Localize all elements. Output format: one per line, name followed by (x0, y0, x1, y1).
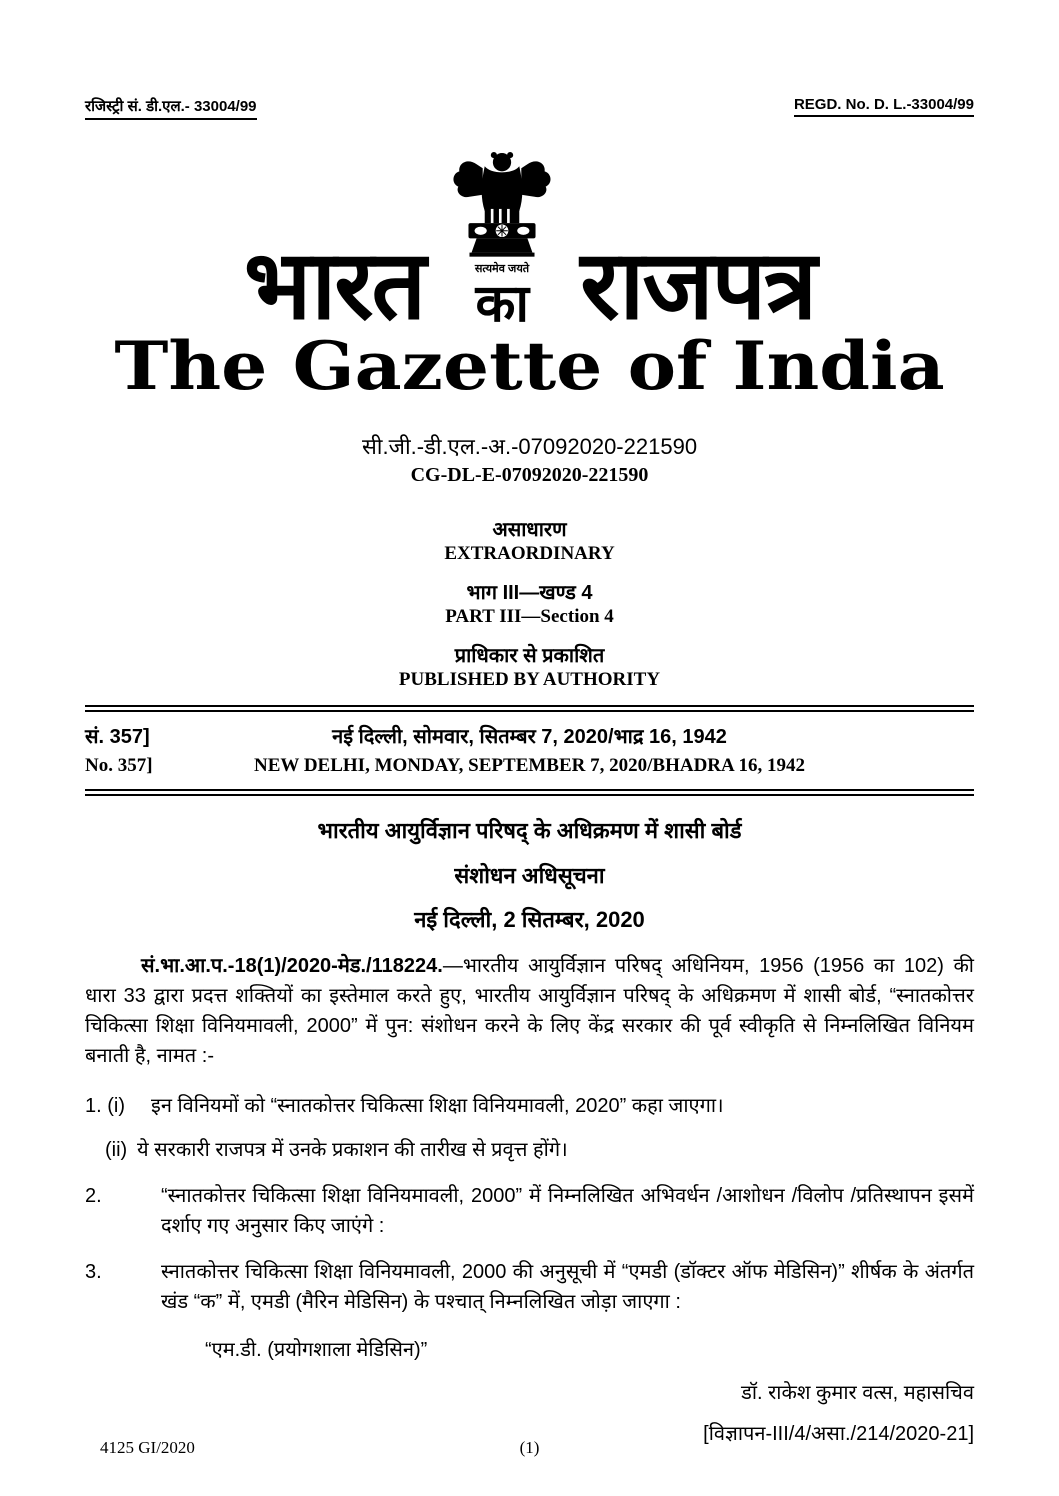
opening-paragraph (85, 951, 974, 1071)
notification-title-1: भारतीय आयुर्विज्ञान परिषद् के अधिक्रमण में शासी बोर्ड (317, 818, 742, 844)
notification-dateline: नई दिल्ली, 2 सितम्बर, 2020 (414, 907, 645, 933)
id-code-english: CG-DL-E-07092020-221590 (410, 464, 649, 487)
issue-number-english: No. 357] (85, 755, 153, 777)
clause-2-text: “स्नातकोत्तर चिकित्सा शिक्षा विनियमावली, 2000” में निम्नलिखित अभिवर्धन /आशोधन /विलोप /प्रतिस्थापन इसमें दर्शाए गए अनुसार किए जाएंगे : (161, 1185, 974, 1238)
notification-headings (85, 818, 974, 933)
page-footer (0, 1438, 1059, 1458)
extraordinary-hindi: असाधारण (492, 519, 567, 542)
issue-type-block (85, 515, 974, 691)
authority-english: PUBLISHED BY AUTHORITY (398, 669, 661, 691)
masthead (85, 150, 974, 339)
print-code: 4125 GI/2020 (100, 1438, 195, 1457)
part-section-english: PART III—Section 4 (445, 606, 614, 628)
id-codes (85, 431, 974, 487)
notification-reference-number: सं.भा.आ.प.-18(1)/2020-मेड./118224. (141, 955, 443, 978)
issue-number-hindi: सं. 357] (85, 726, 150, 749)
clause-1i-marker: 1. (i) (85, 1095, 125, 1118)
clause-2-marker: 2. (85, 1185, 102, 1208)
clause-3-text: स्नातकोत्तर चिकित्सा शिक्षा विनियमावली, 2000 की अनुसूची में “एमडी (डॉक्टर ऑफ मेडिसिन)” शीर्षक के अंतर्गत खंड “क” में, एमडी (मैरिन मेडिसिन) के पश्चात् निम्नलिखित जोड़ा जाएगा : (161, 1261, 974, 1314)
page-number: (1) (519, 1438, 540, 1457)
inserted-entry-quote: “एम.डी. (प्रयोगशाला मेडिसिन)” (205, 1339, 428, 1362)
gazette-english-title: The Gazette of India (114, 327, 945, 405)
advertisement-file-reference: [विज्ञापन-III/4/असा./214/2020-21] (703, 1423, 974, 1446)
notification-title-2: संशोधन अधिसूचना (454, 862, 605, 888)
extraordinary-english: EXTRAORDINARY (444, 543, 615, 565)
masthead-hindi-right: राजपत्र (580, 231, 816, 339)
clause-1i-text: इन विनियमों को “स्नातकोत्तर चिकित्सा शिक्षा विनियमावली, 2020” कहा जाएगा। (151, 1095, 724, 1118)
clauses (85, 1091, 974, 1317)
masthead-hindi-left: भारत (243, 231, 425, 339)
clause-1i (85, 1091, 974, 1121)
clause-1ii (85, 1135, 974, 1165)
national-emblem-icon (446, 150, 558, 278)
opening-paragraph-text: —भारतीय आयुर्विज्ञान परिषद् अधिनियम, 1956 (1956 का 102) की धारा 33 द्वारा प्रदत्त शक्तियों का इस्तेमाल करते हुए, भारतीय आयुर्विज्ञान परिषद् के अधिक्रमण में शासी बोर्ड, “स्नातकोत्तर चिकित्सा शिक्षा विनियमावली, 2000” में पुन: संशोधन करने के लिए केंद्र सरकार की पूर्व स्वीकृति से निम्नलिखित विनियम बनाती है, नामत :- (85, 955, 974, 1068)
registry-number-hindi: रजिस्ट्री सं. डी.एल.- 33004/99 (85, 96, 257, 120)
emblem-column (440, 150, 564, 333)
issue-date-hindi: नई दिल्ली, सोमवार, सितम्बर 7, 2020/भाद्र 16, 1942 (332, 726, 727, 749)
clause-1ii-text: ये सरकारी राजपत्र में उनके प्रकाशन की तारीख से प्रवृत्त होंगे। (137, 1139, 568, 1162)
registration-row (85, 96, 974, 120)
clause-3 (85, 1257, 974, 1317)
signatory: डॉ. राकेश कुमार वत्स, महासचिव (741, 1382, 974, 1405)
emblem-motto: सत्यमेव जयते (475, 262, 530, 275)
issue-date-bar (85, 705, 974, 796)
clause-2 (85, 1181, 974, 1241)
masthead-hindi-middle: का (475, 275, 529, 333)
id-code-hindi: सी.जी.-डी.एल.-अ.-07092020-221590 (361, 434, 698, 460)
part-section-hindi: भाग III—खण्ड 4 (466, 582, 593, 605)
clause-1ii-marker: (ii) (105, 1139, 128, 1162)
registry-number-english: REGD. No. D. L.-33004/99 (794, 96, 974, 117)
clause-3-marker: 3. (85, 1261, 102, 1284)
issue-date-english: NEW DELHI, MONDAY, SEPTEMBER 7, 2020/BHADRA 16, 1942 (254, 755, 805, 777)
authority-hindi: प्राधिकार से प्रकाशित (454, 645, 605, 668)
